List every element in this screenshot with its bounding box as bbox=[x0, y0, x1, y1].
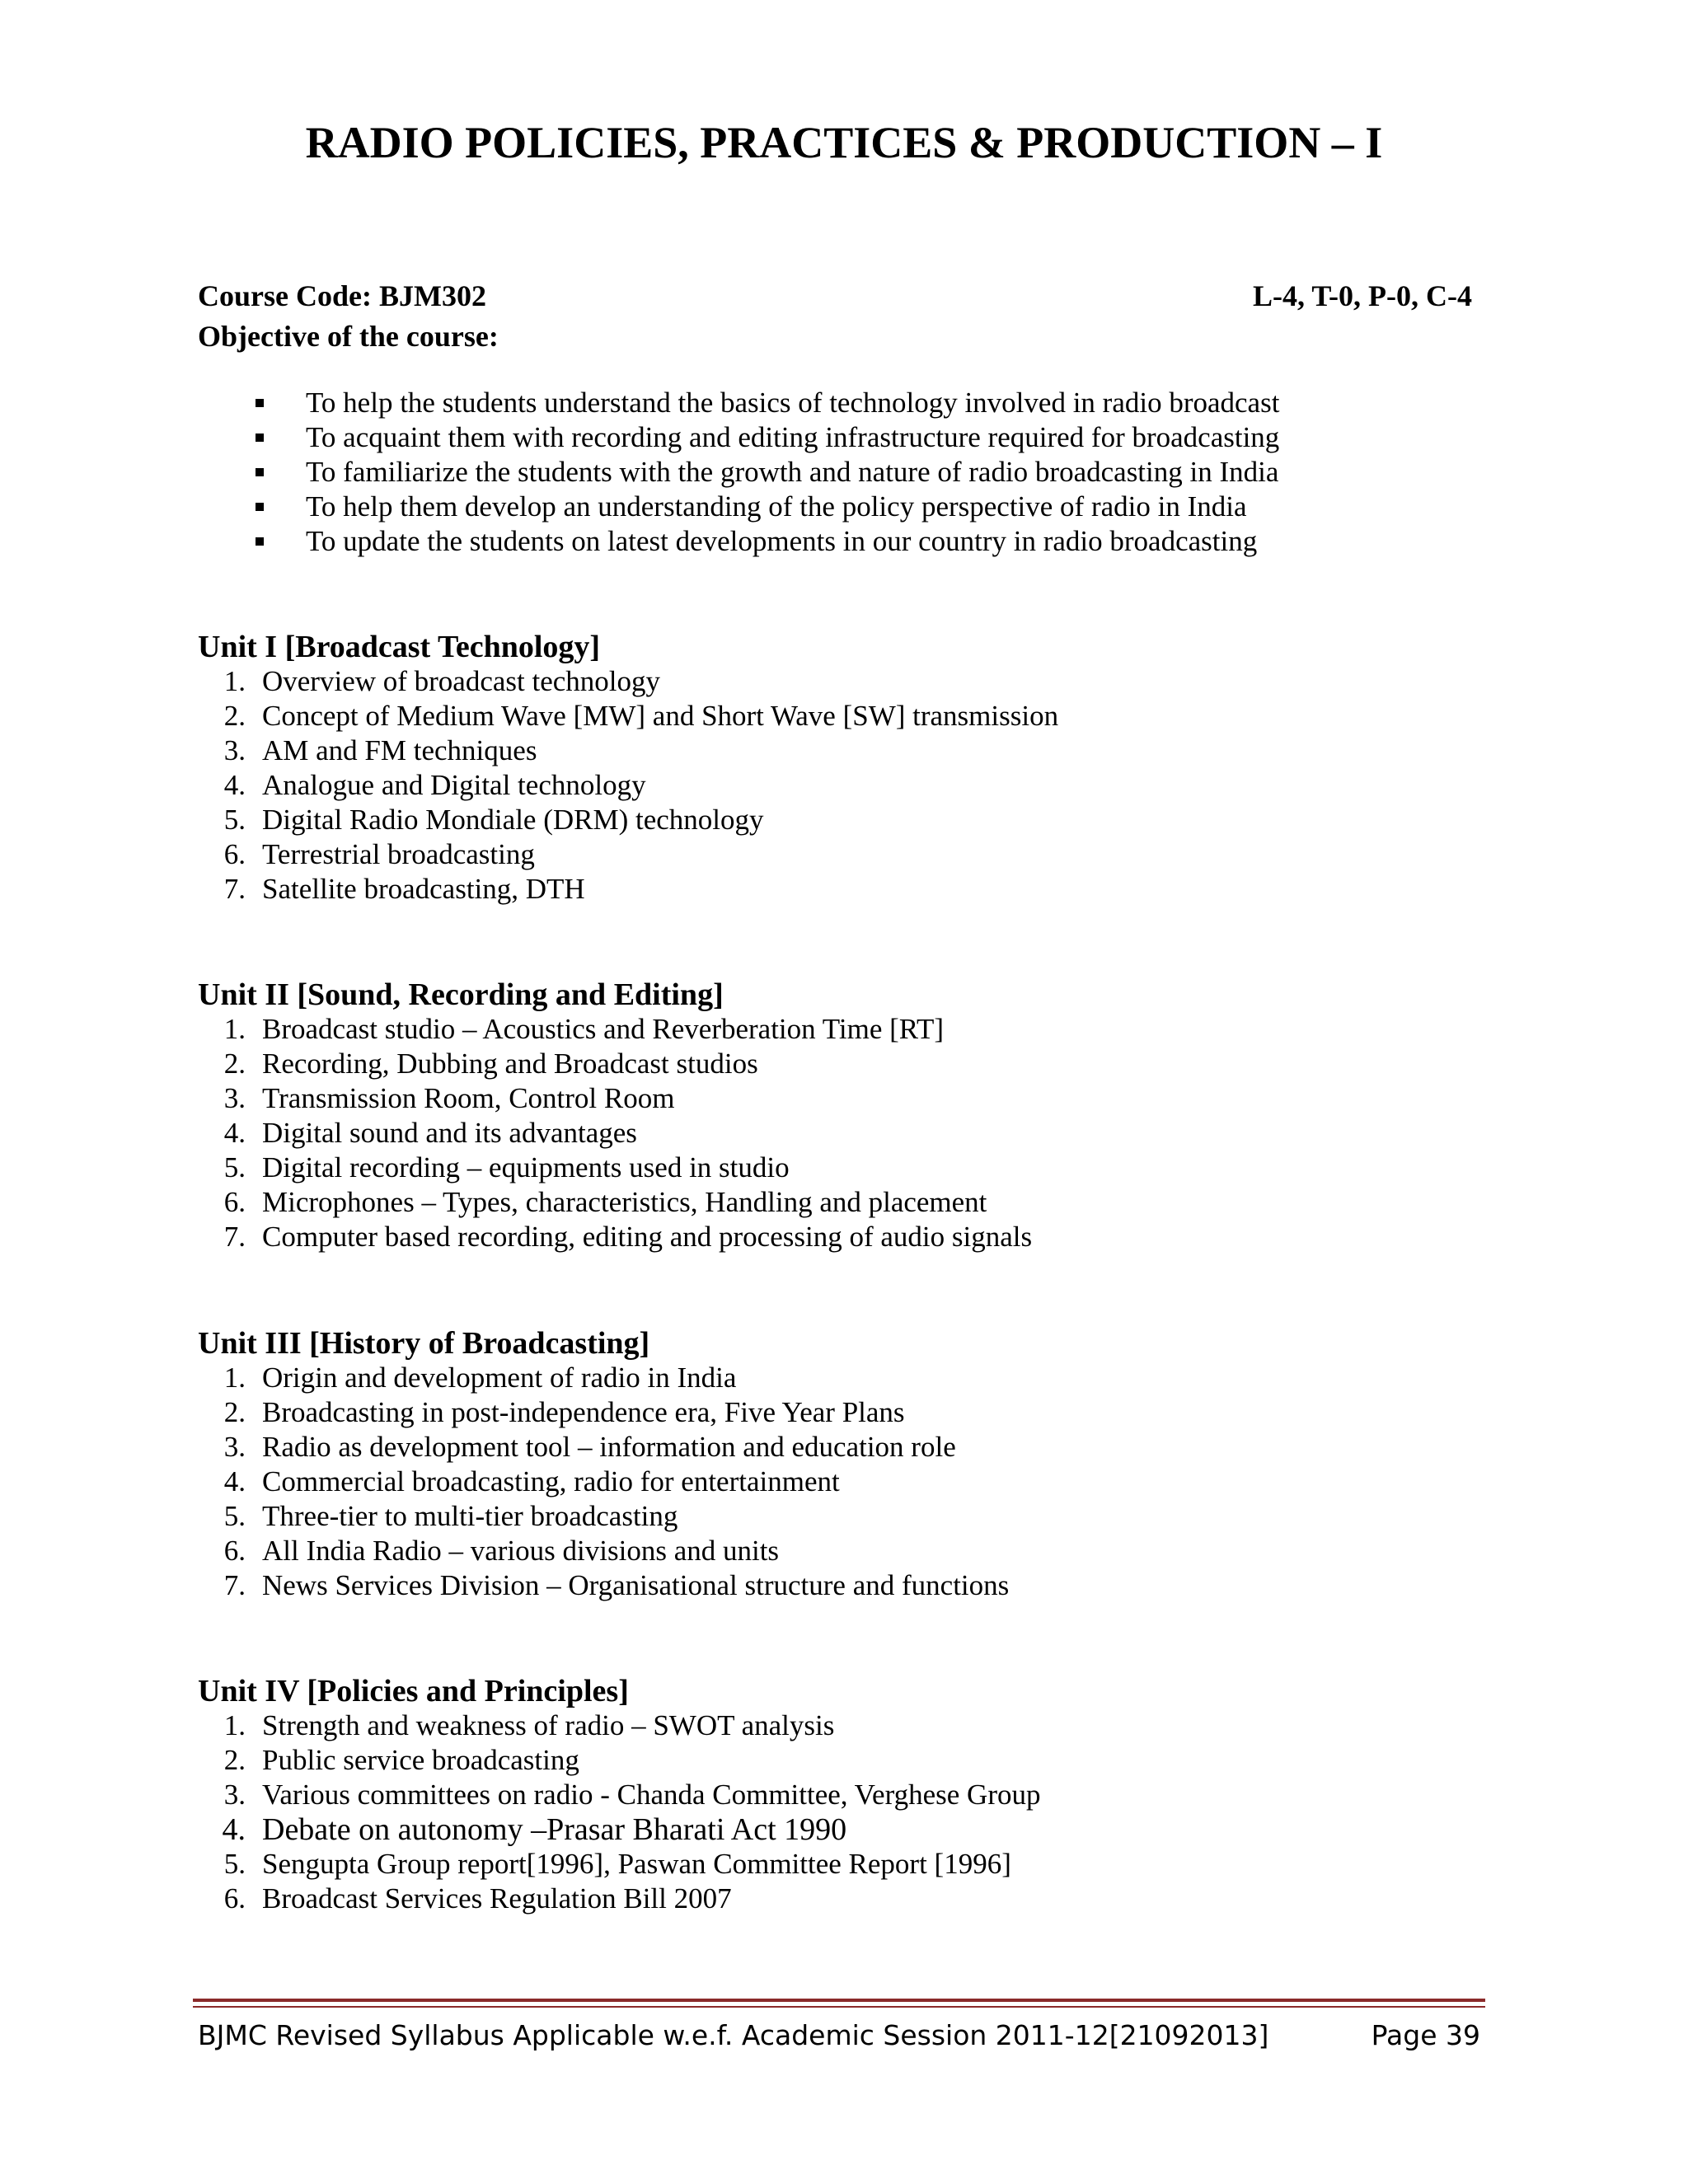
topic-item: 6. Terrestrial broadcasting bbox=[223, 838, 535, 870]
objective-heading: Objective of the course: bbox=[198, 320, 499, 353]
unit-1-topic-list bbox=[198, 664, 1058, 907]
footer-syllabus-note: BJMC Revised Syllabus Applicable w.e.f. Academic Session 2011-12[21092013] bbox=[198, 2019, 1269, 2051]
topic-item: 6. Broadcast Services Regulation Bill 2007 bbox=[223, 1882, 732, 1915]
topic-item: 2. Broadcasting in post-independence era, Five Year Plans bbox=[223, 1396, 905, 1428]
objective-item: To update the students on latest developments in our country in radio broadcasting bbox=[256, 524, 1279, 559]
unit-1-section bbox=[198, 628, 1058, 907]
topic-item: 3. Radio as development tool – information and education role bbox=[223, 1431, 956, 1463]
footer-divider bbox=[193, 1999, 1485, 2002]
topic-item: 6. Microphones – Types, characteristics, Handling and placement bbox=[223, 1186, 987, 1218]
unit-2-heading: Unit II [Sound, Recording and Editing] bbox=[198, 977, 724, 1012]
unit-2-topic-list bbox=[198, 1012, 1032, 1254]
topic-item: 5. Digital Radio Mondiale (DRM) technology bbox=[223, 804, 764, 836]
square-bullet-icon bbox=[256, 468, 264, 476]
page-footer bbox=[198, 2019, 1480, 2060]
footer-divider-thin bbox=[193, 2006, 1485, 2008]
topic-item: 1. Broadcast studio – Acoustics and Reverberation Time [RT] bbox=[223, 1013, 945, 1045]
unit-4-section bbox=[198, 1672, 1041, 1916]
unit-4-topic-list bbox=[198, 1708, 1041, 1916]
topic-item: 3. Various committees on radio - Chanda Committee, Verghese Group bbox=[223, 1779, 1041, 1811]
topic-item: 3. AM and FM techniques bbox=[223, 734, 537, 766]
topic-item: 4. Debate on autonomy –Prasar Bharati Act 1990 bbox=[222, 1812, 847, 1847]
page-number: Page 39 bbox=[1371, 2019, 1480, 2051]
topic-item: 7. News Services Division – Organisational structure and functions bbox=[223, 1569, 1010, 1601]
objective-item: To help them develop an understanding of the policy perspective of radio in India bbox=[256, 490, 1279, 524]
topic-item: 4. Commercial broadcasting, radio for entertainment bbox=[223, 1465, 840, 1497]
square-bullet-icon bbox=[256, 399, 264, 407]
course-code: Course Code: BJM302 bbox=[198, 279, 486, 312]
topic-item: 2. Public service broadcasting bbox=[223, 1744, 579, 1776]
topic-item: 7. Satellite broadcasting, DTH bbox=[223, 873, 585, 905]
topic-item: 2. Recording, Dubbing and Broadcast studios bbox=[223, 1047, 758, 1080]
topic-item: 4. Digital sound and its advantages bbox=[223, 1117, 637, 1149]
square-bullet-icon bbox=[256, 537, 264, 546]
objective-item: To acquaint them with recording and editing infrastructure required for broadcasting bbox=[256, 420, 1279, 455]
topic-item: 3. Transmission Room, Control Room bbox=[223, 1082, 675, 1114]
unit-3-heading: Unit III [History of Broadcasting] bbox=[198, 1326, 650, 1361]
topic-item: 2. Concept of Medium Wave [MW] and Short Wave [SW] transmission bbox=[223, 700, 1059, 732]
course-info-row bbox=[198, 279, 1472, 320]
unit-4-heading: Unit IV [Policies and Principles] bbox=[198, 1674, 629, 1708]
unit-1-heading: Unit I [Broadcast Technology] bbox=[198, 630, 601, 664]
objective-item: To familiarize the students with the growth and nature of radio broadcasting in India bbox=[256, 455, 1279, 490]
page-title: RADIO POLICIES, PRACTICES & PRODUCTION – I bbox=[305, 118, 1383, 167]
topic-item: 7. Computer based recording, editing and processing of audio signals bbox=[223, 1221, 1033, 1253]
objectives-list bbox=[256, 386, 1279, 559]
square-bullet-icon bbox=[256, 434, 264, 442]
objective-item: To help the students understand the basics of technology involved in radio broadcast bbox=[256, 386, 1279, 420]
topic-item: 4. Analogue and Digital technology bbox=[223, 769, 646, 801]
unit-2-section bbox=[198, 976, 1032, 1254]
topic-item: 5. Digital recording – equipments used in studio bbox=[223, 1151, 790, 1183]
unit-3-section bbox=[198, 1324, 1009, 1603]
topic-item: 1. Origin and development of radio in India bbox=[223, 1361, 737, 1394]
unit-3-topic-list bbox=[198, 1361, 1009, 1603]
topic-item: 1. Strength and weakness of radio – SWOT analysis bbox=[223, 1709, 835, 1741]
topic-item: 6. All India Radio – various divisions and units bbox=[223, 1535, 780, 1567]
topic-item: 1. Overview of broadcast technology bbox=[223, 665, 661, 697]
credit-structure: L-4, T-0, P-0, C-4 bbox=[1252, 279, 1472, 312]
square-bullet-icon bbox=[256, 503, 264, 511]
topic-item: 5. Three-tier to multi-tier broadcasting bbox=[223, 1500, 678, 1532]
topic-item: 5. Sengupta Group report[1996], Paswan Committee Report [1996] bbox=[223, 1848, 1011, 1880]
